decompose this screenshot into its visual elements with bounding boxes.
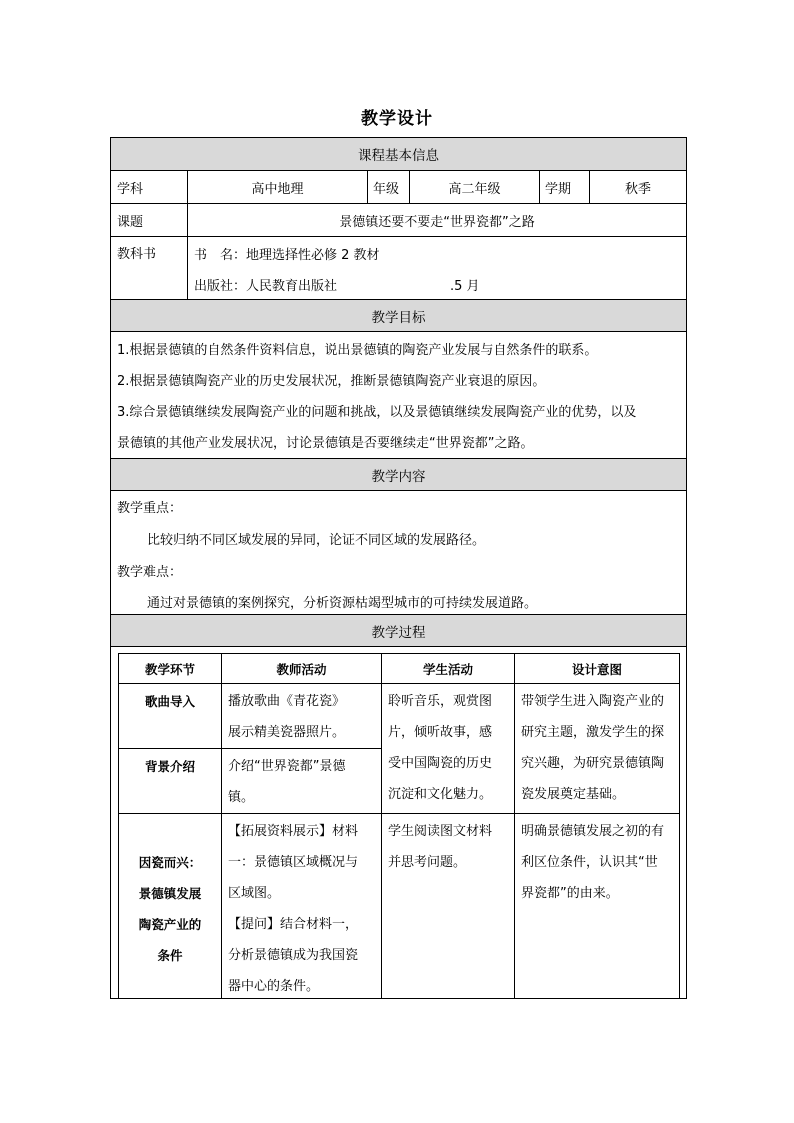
- grade-label: 年级: [367, 171, 409, 203]
- column-header-teacher: 教师活动: [221, 654, 381, 683]
- stage-label: 条件: [157, 948, 183, 963]
- term-value: 秋季: [589, 171, 686, 203]
- textbook-row: [111, 236, 686, 299]
- teacher-activity-cell: [221, 683, 381, 748]
- textbook-info: [187, 237, 686, 299]
- teacher-activity-line: 器中心的条件。: [228, 979, 320, 994]
- key-point-text: 比较归纳不同区域发展的异同，论证不同区域的发展路径。: [147, 533, 486, 548]
- topic-value: 景德镇还要不要走“世界瓷都”之路: [187, 204, 686, 236]
- teacher-activity-line: 播放歌曲《青花瓷》: [228, 694, 346, 709]
- lesson-plan-table: [110, 137, 687, 999]
- textbook-name: 书 名：地理选择性必修 2 教材: [194, 248, 380, 263]
- column-header-intent: 设计意图: [514, 654, 679, 683]
- teacher-activity-line: 【提问】结合材料一，: [228, 917, 359, 932]
- design-intent-line: 瓷发展奠定基础。: [521, 787, 626, 802]
- stage-cell: [119, 813, 221, 998]
- column-header-student: 学生活动: [381, 654, 514, 683]
- student-activity-line: 沉淀和文化魅力。: [388, 787, 493, 802]
- student-activity-line: 学生阅读图文材料: [388, 824, 493, 839]
- key-point-label: 教学重点：: [117, 501, 183, 516]
- stage-label: 景德镇发展: [138, 886, 202, 901]
- design-intent-cell: [514, 683, 679, 813]
- subject-label: 学科: [117, 181, 144, 197]
- teacher-activity-line: 镇。: [228, 790, 255, 805]
- topic-label: 课题: [117, 214, 144, 230]
- subject-value: 高中地理: [187, 171, 367, 203]
- goals-body: [111, 331, 686, 458]
- textbook-date: .5 月: [450, 279, 480, 294]
- process-table: [118, 653, 680, 999]
- topic-row: [111, 203, 686, 236]
- student-activity-cell: [381, 813, 514, 998]
- goal-item: 2.根据景德镇陶瓷产业的历史发展状况，推断景德镇陶瓷产业衰退的原因。: [117, 374, 546, 389]
- section-header-basic-info: 课程基本信息: [111, 138, 686, 170]
- goal-item: 景德镇的其他产业发展状况，讨论景德镇是否要继续走“世界瓷都”之路。: [117, 436, 534, 451]
- teacher-activity-cell: [221, 748, 381, 813]
- stage-label: 背景介绍: [144, 759, 195, 774]
- teacher-activity-line: 介绍“世界瓷都”景德: [228, 759, 346, 774]
- basic-info-row: [111, 170, 686, 203]
- section-header-goals: 教学目标: [111, 299, 686, 331]
- textbook-label: 教科书: [117, 247, 157, 262]
- design-intent-line: 究兴趣，为研究景德镇陶: [521, 756, 665, 771]
- teacher-activity-line: 展示精美瓷器照片。: [228, 725, 346, 740]
- stage-label: 歌曲导入: [144, 694, 195, 709]
- design-intent-cell: [514, 813, 679, 998]
- design-intent-line: 带领学生进入陶瓷产业的: [521, 694, 665, 709]
- document-title: 教学设计: [361, 109, 433, 129]
- textbook-publisher: 出版社：人民教育出版社: [194, 279, 338, 294]
- teacher-activity-line: 一：景德镇区域概况与: [228, 855, 359, 870]
- stage-label: 陶瓷产业的: [138, 917, 202, 932]
- grade-value: 高二年级: [409, 171, 539, 203]
- design-intent-line: 界瓷都”的由来。: [521, 886, 619, 901]
- stage-cell: [119, 748, 221, 813]
- section-header-process: 教学过程: [111, 614, 686, 646]
- teacher-activity-line: 分析景德镇成为我国瓷: [228, 948, 359, 963]
- column-header-stage: 教学环节: [144, 661, 195, 677]
- student-activity-line: 聆听音乐，观赏图: [388, 694, 493, 709]
- goal-item: 3.综合景德镇继续发展陶瓷产业的问题和挑战，以及景德镇继续发展陶瓷产业的优势，以及: [117, 405, 637, 420]
- stage-cell: [119, 683, 221, 748]
- term-label: 学期: [539, 171, 589, 203]
- student-activity-line: 片，倾听故事，感: [388, 725, 493, 740]
- student-activity-line: 受中国陶瓷的历史: [388, 756, 493, 771]
- difficulty-label: 教学难点：: [117, 565, 183, 580]
- student-activity-cell: [381, 683, 514, 813]
- design-intent-line: 利区位条件，认识其“世: [521, 855, 658, 870]
- design-intent-line: 明确景德镇发展之初的有: [521, 824, 665, 839]
- design-intent-line: 研究主题，激发学生的探: [521, 725, 665, 740]
- goal-item: 1.根据景德镇的自然条件资料信息，说出景德镇的陶瓷产业发展与自然条件的联系。: [117, 343, 598, 358]
- difficulty-text: 通过对景德镇的案例探究，分析资源枯竭型城市的可持续发展道路。: [147, 596, 538, 611]
- student-activity-line: 并思考问题。: [388, 855, 467, 870]
- stage-label: 因瓷而兴：: [138, 855, 202, 870]
- teacher-activity-cell: [221, 813, 381, 998]
- section-header-content: 教学内容: [111, 458, 686, 490]
- teacher-activity-line: 区域图。: [228, 886, 281, 901]
- teacher-activity-line: 【拓展资料展示】材料: [228, 824, 359, 839]
- content-body: [111, 490, 686, 614]
